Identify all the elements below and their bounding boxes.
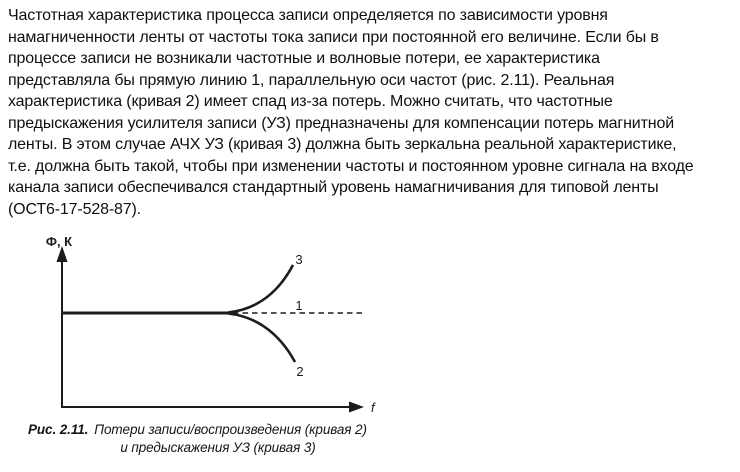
curve-2-losses bbox=[228, 314, 295, 363]
y-axis-label: Ф, К bbox=[45, 234, 73, 249]
figure-caption-text: Потери записи/воспроизведения (кривая 2) bbox=[94, 422, 367, 437]
paragraph-line: представляла бы прямую линию 1, параллельную оси частот (рис. 2.11). Реальная bbox=[8, 71, 615, 89]
paragraph-line: предыскажения усилителя записи (УЗ) предназначены для компенсации потерь магнитной bbox=[8, 114, 674, 132]
paragraph-line: т.е. должна быть такой, чтобы при изменении частоты и постоянном уровне сигнала на входе bbox=[8, 157, 694, 175]
paragraph-line: Частотная характеристика процесса записи определяется по зависимости уровня bbox=[8, 7, 608, 24]
figure-caption-line2: и предыскажения УЗ (кривая 3) bbox=[120, 440, 316, 455]
label-curve-3: 3 bbox=[295, 252, 303, 267]
paragraph-line: ленты. В этом случае АЧХ УЗ (кривая 3) должна быть зеркальна реальной характеристике, bbox=[8, 136, 677, 153]
label-curve-2: 2 bbox=[296, 364, 304, 379]
paragraph-line: намагниченности ленты от частоты тока записи при постоянной его величине. Если бы в bbox=[8, 28, 659, 46]
paragraph-line: канала записи обеспечивался стандартный уровень намагничивания для типовой ленты bbox=[8, 179, 659, 196]
label-line-1: 1 bbox=[295, 298, 303, 313]
x-axis-label: f bbox=[371, 400, 375, 415]
paragraph-line: процессе записи не возникали частотные и волновые потери, ее характеристика bbox=[8, 50, 600, 67]
figure-caption-line1 bbox=[28, 421, 408, 439]
paragraph-line: характеристика (кривая 2) имеет спад из-за потерь. Можно считать, что частотные bbox=[8, 93, 613, 110]
figure-caption-number: Рис. 2.11. bbox=[28, 422, 89, 437]
curve-3-preemphasis bbox=[228, 265, 293, 313]
figure-caption bbox=[28, 421, 408, 457]
paragraph-line: (ОСТ6-17-528-87). bbox=[8, 200, 141, 218]
x-axis-arrowhead-icon bbox=[349, 402, 364, 413]
